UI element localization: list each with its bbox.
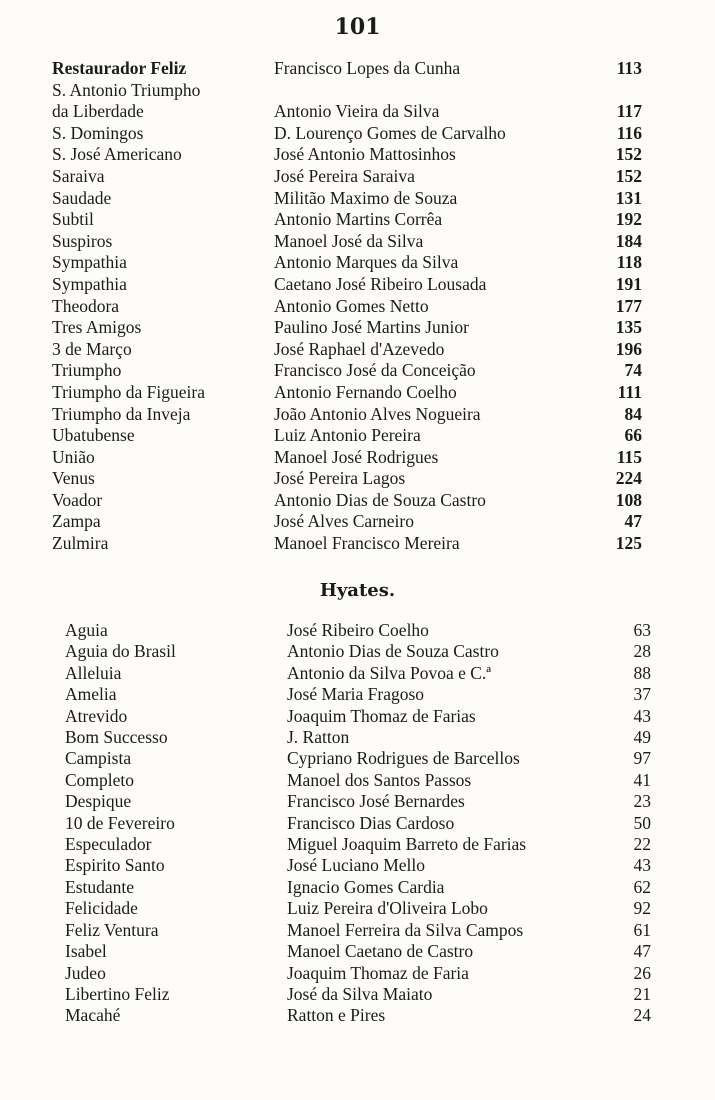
- table-row: [52, 511, 642, 533]
- owner-name: José Maria Fragoso: [287, 684, 425, 705]
- table-row: [52, 360, 642, 382]
- entry-number: 117: [616, 101, 642, 122]
- owner-name: Francisco José da Conceição: [274, 360, 476, 381]
- table-row: [52, 58, 642, 80]
- entry-number: 135: [615, 317, 642, 338]
- owner-name: Antonio Marques da Silva: [274, 252, 459, 273]
- owner-name: Francisco José Bernardes: [287, 791, 465, 812]
- entry-number: 196: [615, 338, 642, 359]
- owner-name: Antonio Vieira da Silva: [274, 101, 440, 122]
- owner-name: Antonio Gomes Netto: [274, 295, 429, 316]
- vessel-name: Feliz Ventura: [65, 919, 159, 940]
- entry-number: 88: [633, 662, 651, 683]
- table-row: [52, 447, 642, 469]
- table-row: [52, 339, 642, 361]
- entry-number: 26: [633, 962, 651, 983]
- entry-number: 108: [615, 489, 642, 510]
- vessel-name: Estudante: [65, 876, 135, 897]
- table-row: [65, 1005, 651, 1026]
- vessel-name: Despique: [65, 791, 132, 812]
- owner-name: Antonio Fernando Coelho: [274, 381, 457, 402]
- table-row: [65, 963, 651, 984]
- vessel-name: 10 de Fevereiro: [65, 812, 175, 833]
- table-row: [65, 920, 651, 941]
- entry-number: 41: [633, 769, 651, 790]
- vessel-name: Isabel: [65, 941, 107, 962]
- table-row: [65, 641, 651, 662]
- owner-name: Antonio Dias de Souza Castro: [274, 489, 486, 510]
- owner-name: Paulino José Martins Junior: [274, 317, 469, 338]
- table-row: [52, 231, 642, 253]
- entry-number: 47: [633, 941, 651, 962]
- table-row: [65, 770, 651, 791]
- entry-number: 23: [633, 791, 651, 812]
- owner-name: Joaquim Thomaz de Faria: [287, 962, 469, 983]
- owner-name: Manoel Caetano de Castro: [287, 941, 474, 962]
- vessel-name: União: [52, 446, 95, 467]
- owner-name: Manoel dos Santos Passos: [287, 769, 472, 790]
- table-row: [52, 144, 642, 166]
- table-row: [52, 252, 642, 274]
- table-row: [65, 813, 651, 834]
- table-row: [65, 898, 651, 919]
- owner-name: José Raphael d'Azevedo: [274, 338, 445, 359]
- table-row: [52, 274, 642, 296]
- table-row: [52, 80, 642, 102]
- entry-number: 66: [624, 425, 642, 446]
- entry-number: 47: [624, 511, 642, 532]
- owner-name: Manoel José da Silva: [274, 230, 424, 251]
- owner-name: Cypriano Rodrigues de Barcellos: [287, 748, 520, 769]
- table-row: [52, 317, 642, 339]
- vessel-name: Aguia do Brasil: [65, 641, 176, 662]
- owner-name: Manoel Ferreira da Silva Campos: [287, 919, 524, 940]
- ships-table: [52, 58, 642, 555]
- vessel-name: S. José Americano: [52, 144, 182, 165]
- owner-name: José Ribeiro Coelho: [287, 620, 429, 640]
- owner-name: Joaquim Thomaz de Farias: [287, 705, 476, 726]
- owner-name: Antonio Dias de Souza Castro: [287, 641, 499, 662]
- vessel-name: Triumpho da Figueira: [52, 381, 205, 402]
- vessel-name: Theodora: [52, 295, 120, 316]
- entry-number: 50: [633, 812, 651, 833]
- entry-number: 74: [624, 360, 642, 381]
- vessel-name: Zulmira: [52, 533, 109, 554]
- vessel-name: Bom Successo: [65, 727, 168, 748]
- vessel-name: Sympathia: [52, 273, 127, 294]
- entry-number: 49: [633, 727, 651, 748]
- table-row: [65, 834, 651, 855]
- table-row: [52, 468, 642, 490]
- table-row: [65, 620, 651, 641]
- owner-name: Manoel José Rodrigues: [274, 446, 439, 467]
- entry-number: 152: [615, 144, 642, 165]
- owner-name: Militão Maximo de Souza: [274, 187, 458, 208]
- owner-name: Antonio Martins Corrêa: [274, 209, 443, 230]
- vessel-name: S. Domingos: [52, 122, 144, 143]
- table-row: [65, 877, 651, 898]
- entry-number: 63: [633, 620, 651, 640]
- vessel-name: Completo: [65, 769, 135, 790]
- entry-number: 43: [633, 855, 651, 876]
- entry-number: [594, 80, 642, 102]
- owner-name: José Luciano Mello: [287, 855, 426, 876]
- ships-table-body: [52, 58, 642, 555]
- owner-name: Miguel Joaquim Barreto de Farias: [287, 834, 527, 855]
- entry-number: 22: [633, 834, 651, 855]
- entry-number: 28: [633, 641, 651, 662]
- vessel-name: Venus: [52, 468, 95, 489]
- vessel-name: Voador: [52, 489, 103, 510]
- table-row: [65, 791, 651, 812]
- table-row: [65, 748, 651, 769]
- entry-number: 84: [624, 403, 642, 424]
- table-row: [52, 425, 642, 447]
- owner-name: Manoel Francisco Mereira: [274, 533, 460, 554]
- vessel-name: Espirito Santo: [65, 855, 165, 876]
- table-row: [52, 490, 642, 512]
- entry-number: 116: [616, 122, 642, 143]
- vessel-name: Amelia: [65, 684, 117, 705]
- vessel-name: S. Antonio Triumpho: [52, 79, 201, 100]
- vessel-name: 3 de Março: [52, 338, 132, 359]
- vessel-name: Macahé: [65, 1005, 121, 1026]
- owner-name: Antonio da Silva Povoa e C.ª: [287, 662, 492, 683]
- vessel-name: Suspiros: [52, 230, 113, 251]
- vessel-name: Triumpho da Inveja: [52, 403, 191, 424]
- yachts-table-body: [65, 620, 651, 1027]
- vessel-name: Zampa: [52, 511, 101, 532]
- owner-name: José Pereira Saraiva: [274, 165, 415, 186]
- owner-name: Francisco Lopes da Cunha: [274, 58, 461, 78]
- entry-number: 21: [633, 983, 651, 1004]
- owner-name: Ignacio Gomes Cardia: [287, 876, 445, 897]
- vessel-name: Sympathia: [52, 252, 127, 273]
- table-row: [52, 382, 642, 404]
- entry-number: 118: [616, 252, 642, 273]
- vessel-name: Restaurador Feliz: [52, 58, 187, 78]
- owner-name: D. Lourenço Gomes de Carvalho: [274, 122, 506, 143]
- vessel-name: Tres Amigos: [52, 317, 142, 338]
- vessel-name: Saraiva: [52, 165, 105, 186]
- vessel-name: da Liberdade: [52, 101, 144, 122]
- section-title-yachts: Hyates.: [319, 580, 396, 601]
- entry-number: 177: [615, 295, 642, 316]
- owner-name: Ratton e Pires: [287, 1005, 386, 1026]
- vessel-name: Libertino Feliz: [65, 983, 170, 1004]
- vessel-name: Subtil: [52, 209, 94, 230]
- entry-number: 113: [616, 58, 642, 78]
- table-row: [52, 123, 642, 145]
- yachts-table: [65, 620, 651, 1027]
- table-row: [52, 296, 642, 318]
- entry-number: 224: [615, 468, 642, 489]
- table-row: [52, 209, 642, 231]
- entry-number: 191: [615, 273, 642, 294]
- vessel-name: Aguia: [65, 620, 108, 640]
- entry-number: 152: [615, 165, 642, 186]
- entry-number: 24: [633, 1005, 651, 1026]
- entry-number: 131: [615, 187, 642, 208]
- table-row: [52, 404, 642, 426]
- entry-number: 97: [633, 748, 651, 769]
- table-row: [52, 188, 642, 210]
- vessel-name: Alleluia: [65, 662, 122, 683]
- entry-number: 125: [615, 533, 642, 554]
- table-row: [52, 166, 642, 188]
- entry-number: 115: [616, 446, 642, 467]
- owner-name: Caetano José Ribeiro Lousada: [274, 273, 487, 294]
- table-row: [65, 727, 651, 748]
- table-row: [65, 684, 651, 705]
- table-row: [65, 984, 651, 1005]
- owner-name: Luiz Antonio Pereira: [274, 425, 421, 446]
- entry-number: 184: [615, 230, 642, 251]
- owner-name: J. Ratton: [287, 727, 350, 748]
- table-row: [52, 533, 642, 555]
- vessel-name: Especulador: [65, 834, 152, 855]
- entry-number: 37: [633, 684, 651, 705]
- entry-number: 61: [633, 919, 651, 940]
- entry-number: 43: [633, 705, 651, 726]
- owner-name: José Pereira Lagos: [274, 468, 406, 489]
- owner-name: João Antonio Alves Nogueira: [274, 403, 481, 424]
- table-row: [65, 941, 651, 962]
- vessel-name: Saudade: [52, 187, 112, 208]
- entry-number: 62: [633, 876, 651, 897]
- owner-name: José Antonio Mattosinhos: [274, 144, 456, 165]
- owner-name: José Alves Carneiro: [274, 511, 414, 532]
- table-row: [65, 706, 651, 727]
- vessel-name: Felicidade: [65, 898, 138, 919]
- owner-name: Luiz Pereira d'Oliveira Lobo: [287, 898, 488, 919]
- owner-name: Francisco Dias Cardoso: [287, 812, 455, 833]
- vessel-name: Ubatubense: [52, 425, 135, 446]
- entry-number: 111: [617, 381, 642, 402]
- page-number: 101: [334, 14, 381, 40]
- vessel-name: Atrevido: [65, 705, 128, 726]
- table-row: [65, 855, 651, 876]
- entry-number: 192: [615, 209, 642, 230]
- vessel-name: Judeo: [65, 962, 106, 983]
- owner-name: José da Silva Maiato: [287, 983, 433, 1004]
- vessel-name: Campista: [65, 748, 132, 769]
- table-row: [52, 101, 642, 123]
- table-row: [65, 663, 651, 684]
- entry-number: 92: [633, 898, 651, 919]
- vessel-name: Triumpho: [52, 360, 122, 381]
- owner-name: [274, 80, 594, 102]
